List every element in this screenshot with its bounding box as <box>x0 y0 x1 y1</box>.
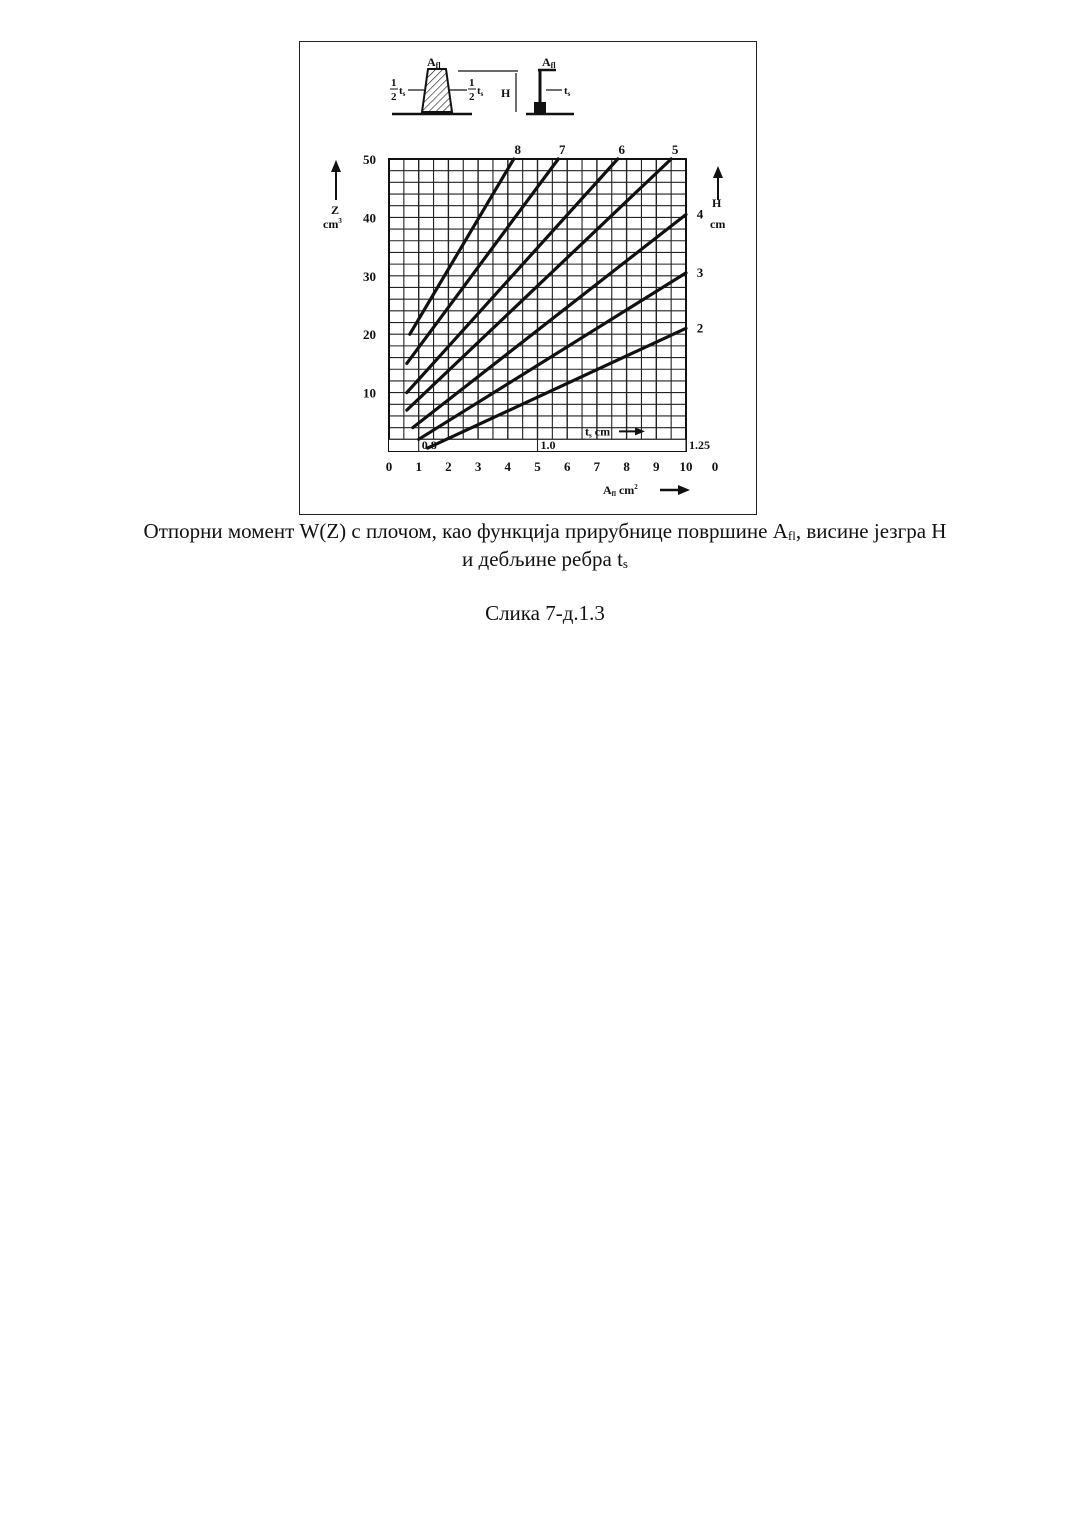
figure-number: Слика 7-д.1.3 <box>485 601 605 625</box>
series-label-7: 7 <box>559 142 566 157</box>
x-tick-label-extra: 0 <box>711 459 719 474</box>
cross-section-sketch <box>390 55 574 114</box>
figure-caption-line2: и дебљине ребра $t_s$ <box>462 547 628 571</box>
x-tick-label: 6 <box>563 459 571 474</box>
series-label-3: 3 <box>696 264 704 280</box>
chart <box>300 42 758 516</box>
x-tick-label: 5 <box>534 459 541 474</box>
series-label-5: 5 <box>671 142 679 157</box>
sketch-ts-left: ts <box>399 85 406 98</box>
series-label-4: 4 <box>696 206 704 222</box>
y-axis-title <box>323 160 342 231</box>
sketch-flange-label-left: Afl <box>427 55 441 70</box>
series-label-2: 2 <box>696 320 704 336</box>
sketch-half-left-den: 2 <box>391 91 397 103</box>
series-label-8: 8 <box>514 142 521 157</box>
y-tick-label: 30 <box>363 268 376 284</box>
x-tick-label: 7 <box>593 459 601 474</box>
sketch-half-left-num: 1 <box>391 77 397 89</box>
secondary-tick-label: 1.0 <box>540 438 556 452</box>
y-tick-label: 40 <box>363 210 376 226</box>
figure-caption: Отпорни момент W(Z) с плочом, као функција прирубнице површине $A_{fl}$, висине језгра H <box>143 519 947 543</box>
y-tick-label: 50 <box>363 152 376 167</box>
chart-grid <box>389 159 686 451</box>
y-axis-unit: $cm^3$ <box>323 217 342 231</box>
sketch-ts-web: ts <box>564 85 571 98</box>
right-axis-label: H <box>712 196 722 210</box>
secondary-tick-label: 1.25 <box>689 438 710 452</box>
series-line-5 <box>407 159 671 410</box>
series-lines <box>407 142 704 448</box>
sketch-half-right-num: 1 <box>469 77 475 89</box>
figure-frame <box>299 41 757 515</box>
y-tick-label: 10 <box>363 385 376 401</box>
secondary-scale-arrowhead <box>635 427 645 435</box>
x-tick-label: 1 <box>415 459 422 474</box>
x-tick-label: 10 <box>679 459 693 474</box>
x-axis-title <box>603 483 690 498</box>
x-tick-label: 4 <box>504 459 512 474</box>
sketch-height-label: H <box>501 86 511 100</box>
x-tick-label: 3 <box>474 459 482 474</box>
y-tick-label: 20 <box>363 327 376 343</box>
y-axis-label: Z <box>331 203 340 217</box>
sketch-ts-right: ts <box>477 85 484 98</box>
secondary-tick-label: 0.8 <box>421 438 437 452</box>
series-label-6: 6 <box>618 142 625 157</box>
right-axis-unit: cm <box>710 217 726 231</box>
secondary-scale-label: ts cm <box>585 424 611 440</box>
series-line-4 <box>413 214 686 427</box>
sketch-flange-label-right: Afl <box>542 55 556 70</box>
x-tick-label: 2 <box>445 459 452 474</box>
right-axis-title <box>710 166 725 231</box>
x-tick-label: 0 <box>385 459 393 474</box>
right-bottom-block <box>534 102 546 113</box>
x-tick-label: 9 <box>653 459 660 474</box>
x-axis-label: Afl $cm^2$ <box>603 483 638 498</box>
x-tick-label: 8 <box>623 459 630 474</box>
series-line-8 <box>410 159 514 334</box>
sketch-half-right-den: 2 <box>469 91 475 103</box>
left-flange-section <box>422 69 452 112</box>
